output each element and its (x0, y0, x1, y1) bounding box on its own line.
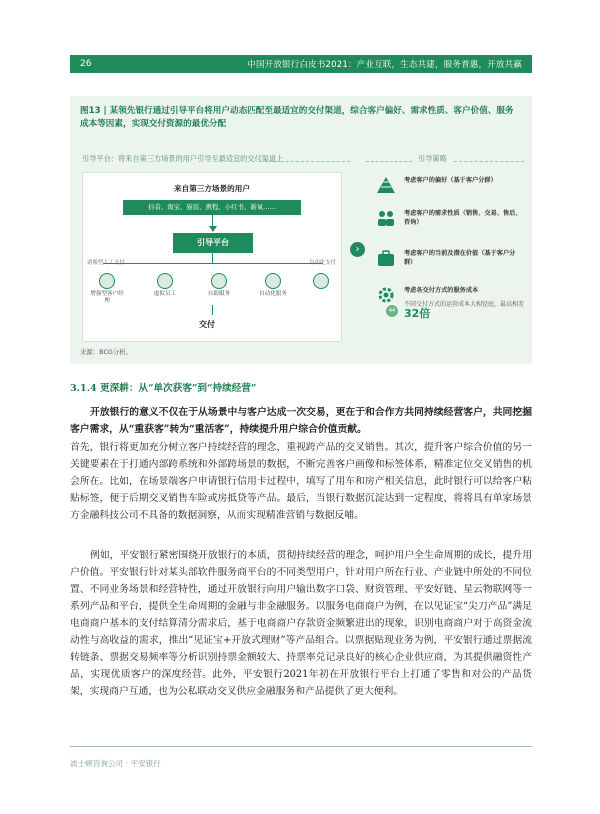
phone-icon (211, 273, 227, 289)
figure-left-subtitle: 引导平台：将来自第三方场景的用户引导至最适宜的交付渠道上 (82, 154, 284, 163)
node-automation-2 (303, 273, 339, 291)
figure-title: 图13 | 某领先银行通过引导平台将用户动态匹配至最适宜的交付渠道，综合客户偏好、需求性质、客户价值、服务成本等因素，实现交付资源的最优分配 (80, 106, 514, 129)
page-number: 26 (80, 59, 92, 69)
channels-bar: 抖音、淘宝、猫饭、携程、小红书、新氧…… (123, 200, 301, 215)
percent-badge: 44 (386, 305, 398, 317)
footer-divider (70, 746, 532, 747)
robot-icon (265, 273, 281, 289)
cost-multiple: 32倍 (404, 306, 431, 320)
cost-note (404, 301, 524, 320)
strategy-text: 考虑各交付方式的服务成本 (404, 287, 479, 294)
paragraph-lead: 开放银行的意义不仅在于从场景中与客户达成一次交易，更在于和合作方共同持续经营客户，共同挖掘客户需求，从“重获客”转为“重活客”，持续提升用户综合价值贡献。 (70, 407, 532, 435)
people-icon (376, 209, 396, 227)
right-side-label: 自动化支付 (309, 260, 336, 266)
connector (212, 253, 213, 263)
node-label: 自助服务 (207, 291, 231, 297)
briefcase-icon (376, 249, 396, 267)
connector (212, 305, 213, 315)
guide-platform-box: 引导平台 (173, 233, 253, 253)
figure-source: 来源：BCG分析。 (80, 348, 133, 356)
figure-right-subtitle: 引导策略 (418, 154, 447, 163)
arrow-down-icon (209, 226, 217, 232)
divider (260, 161, 350, 162)
node-automation (255, 273, 291, 298)
header-title: 中国开放银行白皮书2021：产业互联，生态共建，服务普惠，开放共赢 (247, 60, 522, 70)
chevron-right-icon: › (350, 242, 365, 257)
avatar-icon (157, 273, 173, 289)
footer-text: 波士顿咨询公司 · 平安银行 (70, 759, 161, 768)
deliver-label: 交付 (199, 320, 215, 329)
divider (454, 161, 524, 162)
divider (366, 161, 412, 162)
node-label: 自动化服务 (259, 291, 287, 297)
node-label: 虚拟员工 (153, 291, 177, 297)
section-heading: 3.1.4 更深耕：从“单次获客”到“持续经营” (70, 383, 257, 394)
node-virtual-staff (147, 273, 183, 298)
node-self-service (201, 273, 237, 298)
cost-note-text: 不同交付方式的运营成本大相径庭，最高相差 (404, 301, 525, 308)
paragraph: 首先，银行将更加充分树立客户持续经营的理念，重视跨产品的交叉销售。其次，提升客户综合价值的另一关键要素在于打通内部跨系统和外部跨场景的数据，不断完善客户画像和标签体系，精准定位交叉销售的机会所在。比如，在场景端客户申请银行信用卡过程中，填写了用车和房产相关信息，此时银行可以给客户粘贴标签，便于后期交叉销售车险或房抵贷等产品。最后，当银行数据沉淀达到一定程度，将将具有单家场景方金融科技公司不具备的数据洞察，从而实现精准营销与数据反哺。 (70, 442, 532, 521)
connector (103, 263, 323, 264)
page-header (70, 55, 532, 73)
node-relationship-manager (89, 273, 125, 305)
pyramid-icon (376, 176, 396, 194)
person-icon (99, 273, 115, 289)
gear-icon (313, 273, 329, 289)
flow-diagram (82, 172, 342, 342)
node-label: 增强型客户经理 (90, 291, 124, 304)
strategy-text: 考虑客户的当前及潜在价值（基于客户分群） (404, 250, 516, 266)
strategy-text: 考虑客户的偏好（基于客户分群） (404, 177, 497, 184)
left-side-label: 诸像型人工支付 (87, 260, 125, 266)
figure-13 (70, 96, 532, 364)
source-users-title: 来自第三方场景的用户 (174, 184, 250, 193)
gear-icon (376, 286, 396, 304)
paragraph: 例如，平安银行紧密围绕开放银行的本质，贯彻持续经营的理念，呵护用户全生命周期的成长，提升用户价值。平安银行针对某头部软件服务商平台的不同类型用户，针对用户所在行业、产业链中所处的不同位置、不同业务场景和经营特性，通过开放银行向用户输出数字口袋、财资管理、平安好链、星云物联网等一系列产品和平台，提供全生命周期的金融与非金融服务。以服务电商商户为例，在以见证宝“尖刀产品”满足电商商户基本的支付结算清分需求后，基于电商商户存款资金频繁进出的现象，识别电商商户对于高资金流动性与高收益的需求，推出“见证宝+开放式理财”等产品组合。以票据贴现业务为例，平安银行通过票据流转链条、票据交易频率等分析识别持票金额较大、持票率兑记录良好的核心企业供应商，为其提供融资性产品，实现优质客户的深度经营。此外，平安银行2021年初在开放银行平台上打通了零售和对公的产品货架，实现商户互通，也为公私联动交叉供应金融服务和产品提供了更大便利。 (70, 550, 532, 697)
strategy-text: 考虑客户的需求性质（销售、交易、售后、咨询） (404, 210, 522, 226)
